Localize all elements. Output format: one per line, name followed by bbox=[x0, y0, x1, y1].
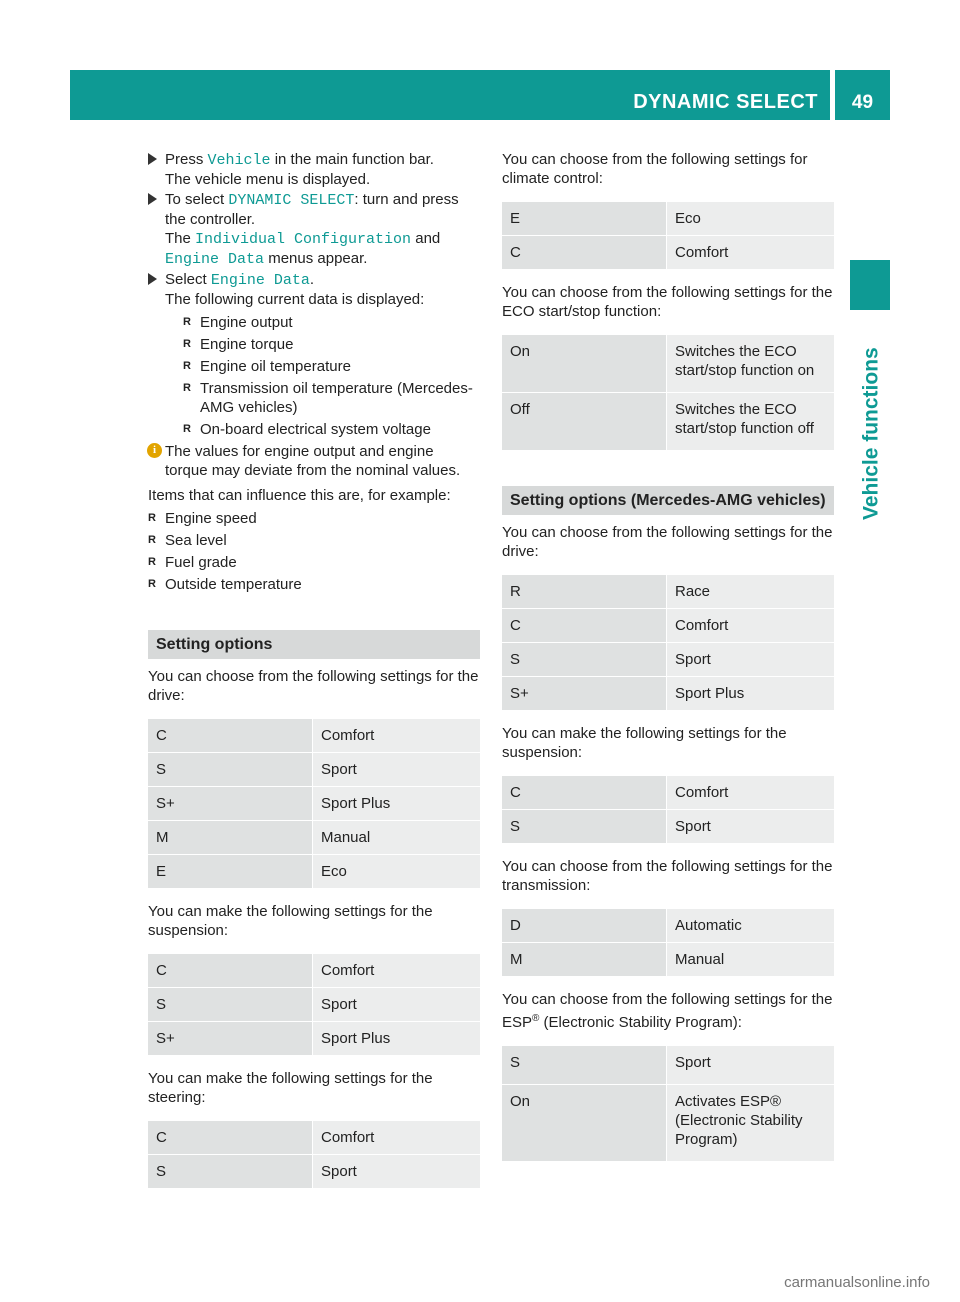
setting-value: Sport bbox=[667, 810, 834, 843]
steering-intro: You can make the following settings for the steering: bbox=[148, 1070, 433, 1106]
menu-code: DYNAMIC SELECT bbox=[228, 192, 355, 209]
table-row bbox=[502, 810, 834, 843]
setting-value: Switches the ECO start/stop function on bbox=[667, 335, 834, 392]
transmission-intro: You can choose from the following settings for the transmission: bbox=[502, 858, 833, 894]
amg-suspension-intro: You can make the following settings for the suspension: bbox=[502, 725, 787, 761]
header-bar bbox=[70, 70, 830, 120]
setting-value: Sport bbox=[667, 643, 834, 676]
table-row bbox=[502, 202, 834, 235]
amg-drive-table bbox=[502, 575, 834, 710]
step-result: menus appear. bbox=[264, 250, 368, 267]
table-row bbox=[148, 1121, 480, 1154]
setting-key: C bbox=[148, 954, 312, 987]
setting-key: S bbox=[148, 1155, 312, 1188]
setting-value: Comfort bbox=[667, 236, 834, 269]
setting-key: D bbox=[502, 909, 666, 942]
esp-intro: You can choose from the following settings for the ESP® (Electronic Stability Program): bbox=[502, 991, 833, 1031]
table-row bbox=[502, 776, 834, 809]
setting-key: On bbox=[502, 335, 666, 392]
list-item bbox=[148, 575, 480, 594]
step-text: : turn and press the controller. bbox=[165, 191, 459, 228]
setting-key: C bbox=[502, 609, 666, 642]
table-row bbox=[148, 719, 480, 752]
setting-key: E bbox=[148, 855, 312, 888]
table-row bbox=[502, 575, 834, 608]
setting-value: Sport bbox=[313, 753, 480, 786]
list-item-text: Transmission oil temperature (Mercedes-AMG vehicles) bbox=[200, 380, 473, 416]
eco-intro: You can choose from the following settings for the ECO start/stop function: bbox=[502, 284, 833, 320]
bullet-icon: R bbox=[148, 556, 156, 568]
instruction-step bbox=[148, 270, 480, 439]
list-item-text: Engine output bbox=[200, 314, 293, 331]
list-item-text: Fuel grade bbox=[165, 554, 237, 571]
table-row bbox=[148, 954, 480, 987]
section-heading: Setting options (Mercedes-AMG vehicles) bbox=[502, 486, 834, 515]
setting-value: Manual bbox=[313, 821, 480, 854]
table-row bbox=[148, 988, 480, 1021]
step-arrow-icon bbox=[148, 273, 157, 285]
setting-key: Off bbox=[502, 393, 666, 450]
bullet-icon: R bbox=[183, 338, 191, 350]
step-arrow-icon bbox=[148, 193, 157, 205]
list-item-text: Engine torque bbox=[200, 336, 294, 353]
climate-intro: You can choose from the following settings for climate control: bbox=[502, 151, 808, 187]
setting-value: Sport Plus bbox=[313, 787, 480, 820]
setting-value: Sport Plus bbox=[667, 677, 834, 710]
step-result: The following current data is displayed: bbox=[165, 291, 425, 308]
table-row bbox=[502, 236, 834, 269]
setting-value: Comfort bbox=[313, 954, 480, 987]
bullet-icon: R bbox=[183, 360, 191, 372]
side-tab bbox=[853, 320, 889, 520]
setting-value: Activates ESP® (Electronic Stability Program) bbox=[667, 1085, 834, 1161]
list-item bbox=[183, 379, 480, 417]
instruction-step bbox=[148, 190, 480, 269]
suspension-table bbox=[148, 954, 480, 1055]
list-item bbox=[183, 313, 480, 332]
table-row bbox=[502, 609, 834, 642]
table-row bbox=[502, 677, 834, 710]
step-text: To select bbox=[165, 191, 229, 208]
setting-value: Automatic bbox=[667, 909, 834, 942]
list-item-text: Outside temperature bbox=[165, 576, 302, 593]
setting-key: S bbox=[148, 753, 312, 786]
list-item bbox=[148, 553, 480, 572]
step-result: and bbox=[411, 230, 441, 247]
page-number: 49 bbox=[851, 92, 874, 113]
table-row bbox=[148, 753, 480, 786]
step-result: The bbox=[165, 230, 196, 247]
setting-key: M bbox=[502, 943, 666, 976]
esp-table bbox=[502, 1046, 834, 1161]
setting-key: S bbox=[502, 810, 666, 843]
transmission-table bbox=[502, 909, 834, 976]
influence-intro: Items that can influence this are, for example: bbox=[148, 487, 451, 504]
setting-key: S+ bbox=[502, 677, 666, 710]
setting-key: S bbox=[502, 643, 666, 676]
setting-key: S+ bbox=[148, 1022, 312, 1055]
bullet-icon: R bbox=[148, 578, 156, 590]
setting-key: E bbox=[502, 202, 666, 235]
amg-suspension-table bbox=[502, 776, 834, 843]
instruction-step bbox=[148, 150, 480, 189]
step-text: Press bbox=[165, 151, 208, 168]
influence-list bbox=[148, 509, 480, 594]
table-row bbox=[148, 855, 480, 888]
climate-table bbox=[502, 202, 834, 269]
bullet-icon: R bbox=[183, 382, 191, 394]
side-tab-label: Vehicle functions bbox=[859, 347, 883, 520]
list-item bbox=[183, 357, 480, 376]
setting-value: Manual bbox=[667, 943, 834, 976]
setting-key: C bbox=[148, 1121, 312, 1154]
eco-table bbox=[502, 335, 834, 450]
esp-intro-text: (Electronic Stability Program): bbox=[539, 1014, 742, 1031]
list-item bbox=[148, 531, 480, 550]
suspension-intro: You can make the following settings for the suspension: bbox=[148, 903, 433, 939]
setting-value: Comfort bbox=[313, 719, 480, 752]
list-item bbox=[183, 335, 480, 354]
list-item bbox=[148, 509, 480, 528]
setting-key: R bbox=[502, 575, 666, 608]
menu-code: Vehicle bbox=[207, 152, 271, 169]
setting-key: C bbox=[148, 719, 312, 752]
table-row bbox=[502, 393, 834, 450]
amg-drive-intro: You can choose from the following settings for the drive: bbox=[502, 524, 833, 560]
step-text: in the main function bar. bbox=[270, 151, 434, 168]
drive-intro: You can choose from the following settings for the drive: bbox=[148, 668, 479, 704]
bullet-icon: R bbox=[148, 534, 156, 546]
table-row bbox=[148, 787, 480, 820]
info-text: The values for engine output and engine torque may deviate from the nominal values. bbox=[165, 443, 461, 479]
list-item-text: Engine oil temperature bbox=[200, 358, 351, 375]
setting-key: On bbox=[502, 1085, 666, 1161]
setting-key: C bbox=[502, 236, 666, 269]
bullet-icon: R bbox=[148, 512, 156, 524]
page-title: DYNAMIC SELECT bbox=[633, 91, 818, 113]
table-row bbox=[502, 943, 834, 976]
setting-value: Eco bbox=[667, 202, 834, 235]
bullet-icon: R bbox=[183, 423, 191, 435]
menu-code: Engine Data bbox=[210, 272, 310, 289]
table-row bbox=[148, 1022, 480, 1055]
steering-table bbox=[148, 1121, 480, 1188]
step-arrow-icon bbox=[148, 153, 157, 165]
setting-value: Race bbox=[667, 575, 834, 608]
setting-value: Eco bbox=[313, 855, 480, 888]
table-row bbox=[148, 1155, 480, 1188]
setting-key: S+ bbox=[148, 787, 312, 820]
esp-intro-text: You can choose from the following settings for the ESP bbox=[502, 991, 833, 1031]
setting-key: M bbox=[148, 821, 312, 854]
page-number-box bbox=[835, 70, 890, 120]
setting-value: Sport bbox=[667, 1046, 834, 1084]
setting-key: S bbox=[148, 988, 312, 1021]
setting-value: Sport bbox=[313, 1155, 480, 1188]
list-item-text: Engine speed bbox=[165, 510, 257, 527]
table-row bbox=[502, 335, 834, 392]
setting-value: Switches the ECO start/stop function off bbox=[667, 393, 834, 450]
step-text: Select bbox=[165, 271, 211, 288]
setting-value: Comfort bbox=[667, 609, 834, 642]
right-column bbox=[502, 150, 834, 1175]
bullet-icon: R bbox=[183, 316, 191, 328]
setting-value: Comfort bbox=[313, 1121, 480, 1154]
side-tab-marker bbox=[850, 260, 890, 310]
table-row bbox=[502, 909, 834, 942]
table-row bbox=[502, 1046, 834, 1084]
watermark: carmanualsonline.info bbox=[784, 1274, 930, 1291]
menu-code: Engine Data bbox=[165, 251, 265, 268]
list-item-text: Sea level bbox=[165, 532, 227, 549]
table-row bbox=[148, 821, 480, 854]
step-text: . bbox=[309, 271, 315, 288]
list-item-text: On-board electrical system voltage bbox=[200, 421, 431, 438]
info-note bbox=[148, 442, 480, 480]
info-icon: i bbox=[147, 443, 162, 458]
menu-code: Individual Configuration bbox=[195, 231, 412, 248]
drive-table bbox=[148, 719, 480, 888]
data-item-list bbox=[183, 313, 480, 439]
setting-key: C bbox=[502, 776, 666, 809]
left-column bbox=[148, 150, 480, 1202]
table-row bbox=[502, 1085, 834, 1161]
table-row bbox=[502, 643, 834, 676]
setting-value: Sport bbox=[313, 988, 480, 1021]
setting-key: S bbox=[502, 1046, 666, 1084]
list-item bbox=[183, 420, 480, 439]
section-heading: Setting options bbox=[148, 630, 480, 659]
setting-value: Comfort bbox=[667, 776, 834, 809]
step-result: The vehicle menu is displayed. bbox=[165, 171, 371, 188]
setting-value: Sport Plus bbox=[313, 1022, 480, 1055]
